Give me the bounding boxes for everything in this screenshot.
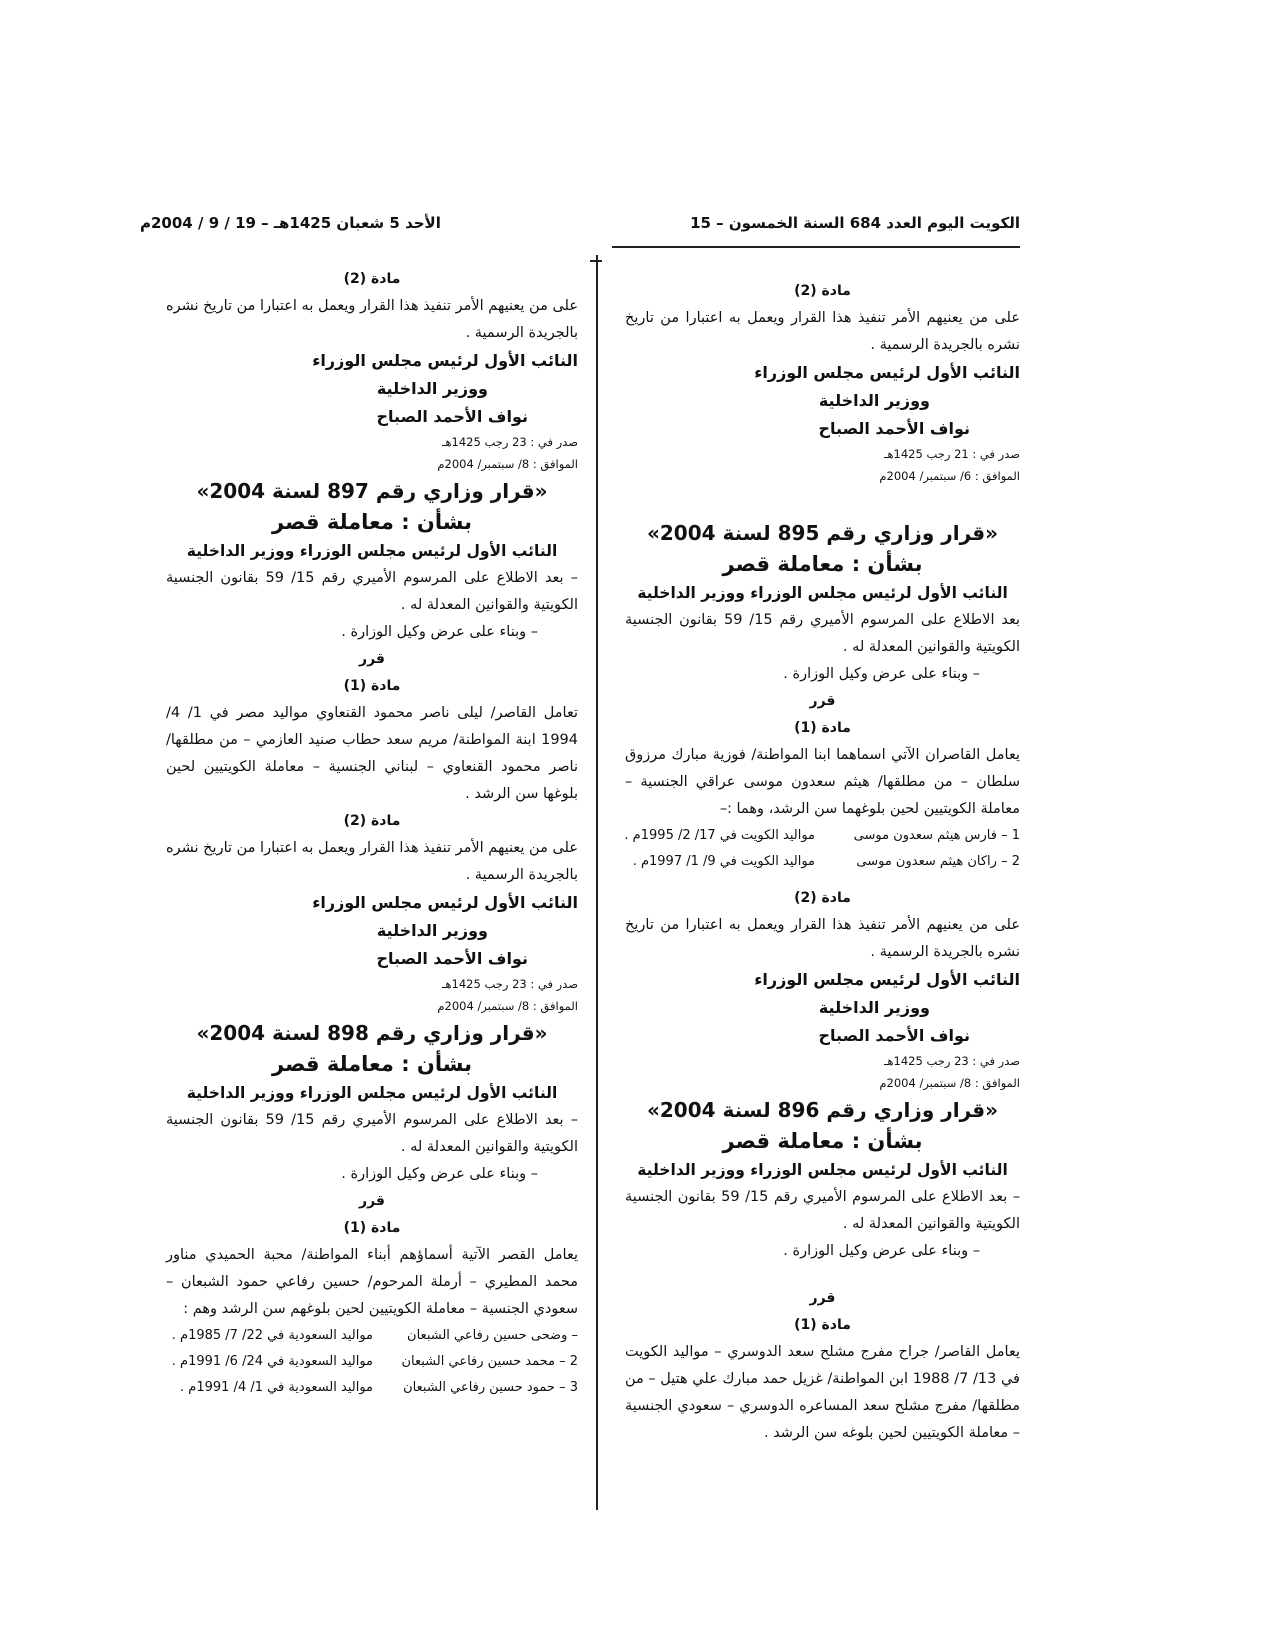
decision-subject: بشأن : معاملة قصر (722, 1129, 923, 1153)
person-entry (166, 1323, 578, 1349)
signature-line: النائب الأول لرئيس مجلس الوزراء (754, 363, 1020, 382)
person-birth: مواليد السعودية في 24/ 6/ 1991م . (171, 1354, 373, 1369)
article-title: مادة (2) (343, 813, 401, 829)
person-birth: مواليد الكويت في 9/ 1/ 1997م . (632, 854, 815, 869)
signature-line: نواف الأحمد الصباح (818, 419, 970, 438)
article-text: على من يعنيهم الأمر تنفيذ هذا القرار ويعمل به اعتبارا من تاريخ نشره بالجريدة الرسمية . (625, 917, 1020, 960)
preamble: – بعد الاطلاع على المرسوم الأميري رقم 15/ 59 بقانون الجنسية الكويتية والقوانين المعدلة له . (625, 1189, 1020, 1232)
issued-date: صدر في : 21 رجب 1425هـ (884, 447, 1020, 461)
person-birth: مواليد الكويت في 17/ 2/ 1995م . (624, 828, 815, 843)
decided-heading: قرر (809, 1290, 836, 1306)
issued-date: صدر في : 23 رجب 1425هـ (442, 977, 578, 991)
article-title: مادة (2) (794, 283, 851, 299)
preamble: بعد الاطلاع على المرسوم الأميري رقم 15/ 59 بقانون الجنسية الكويتية والقوانين المعدلة له . (625, 612, 1020, 655)
preamble: – وبناء على عرض وكيل الوزارة . (341, 1166, 538, 1182)
person-name: 3 – حمود حسين رفاعي الشبعان (403, 1380, 578, 1395)
signature-block (625, 359, 1020, 443)
decision-title: «قرار وزاري رقم 895 لسنة 2004» (646, 521, 999, 545)
decision-subject: بشأن : معاملة قصر (272, 510, 472, 534)
person-entry (625, 823, 1020, 849)
signature-line: النائب الأول لرئيس مجلس الوزراء (312, 351, 578, 370)
person-birth: مواليد السعودية في 22/ 7/ 1985م . (171, 1328, 373, 1343)
corresponding-date: الموافق : 8/ سبتمبر/ 2004م (437, 999, 578, 1013)
header-date: الأحد 5 شعبان 1425هـ – 19 / 9 / 2004م (140, 214, 441, 232)
signature-line: النائب الأول لرئيس مجلس الوزراء (312, 893, 578, 912)
signature-block (625, 966, 1020, 1050)
person-entry (166, 1375, 578, 1401)
article-text: على من يعنيهم الأمر تنفيذ هذا القرار ويعمل به اعتبارا من تاريخ نشره بالجريدة الرسمية . (166, 298, 578, 341)
preamble: – وبناء على عرض وكيل الوزارة . (341, 624, 538, 640)
preamble: – بعد الاطلاع على المرسوم الأميري رقم 15/ 59 بقانون الجنسية الكويتية والقوانين المعدلة له . (166, 570, 578, 613)
decision-title: «قرار وزاري رقم 898 لسنة 2004» (196, 1021, 548, 1045)
signature-line: نواف الأحمد الصباح (376, 407, 528, 426)
preamble: – وبناء على عرض وكيل الوزارة . (783, 1243, 980, 1259)
decision-title: «قرار وزاري رقم 896 لسنة 2004» (646, 1098, 999, 1122)
signature-line: نواف الأحمد الصباح (818, 1026, 970, 1045)
article-title: مادة (1) (794, 720, 851, 736)
decision-subject: بشأن : معاملة قصر (272, 1052, 472, 1076)
signature-line: ووزير الداخلية (818, 391, 930, 410)
column-divider-tick (590, 260, 602, 262)
decided-heading: قرر (359, 651, 385, 667)
preamble: – بعد الاطلاع على المرسوم الأميري رقم 15/ 59 بقانون الجنسية الكويتية والقوانين المعدلة له . (166, 1112, 578, 1155)
article-text: يعامل القاصر/ جراح مفرج مشلح سعد الدوسري – مواليد الكويت في 13/ 7/ 1988 ابن المواطنة/ غزيل حمد مبارك علي هتيل – من مطلقها/ مفرج مشلح سعد المساعره الدوسري – سعودي الجنسية – معاملة الكويتيين لحين بلوغه سن الرشد . (625, 1344, 1020, 1441)
article-title: مادة (2) (794, 890, 851, 906)
article-text: على من يعنيهم الأمر تنفيذ هذا القرار ويعمل به اعتبارا من تاريخ نشره بالجريدة الرسمية . (166, 840, 578, 883)
corresponding-date: الموافق : 6/ سبتمبر/ 2004م (879, 469, 1020, 483)
person-entry (166, 1349, 578, 1375)
article-title: مادة (1) (794, 1317, 851, 1333)
left-column (166, 266, 578, 1401)
decision-title: «قرار وزاري رقم 897 لسنة 2004» (196, 479, 548, 503)
signature-line: ووزير الداخلية (818, 998, 930, 1017)
signature-line: ووزير الداخلية (376, 921, 488, 940)
right-column (625, 278, 1020, 1447)
article-text: يعامل القصر الآتية أسماؤهم أبناء المواطنة/ محبة الحميدي مناور محمد المطيري – أرملة المرحوم/ حسين رفاعي حمود الشبعان – سعودي الجنسية – معاملة الكويتيين لحين بلوغهم سن الرشد وهم : (166, 1247, 578, 1317)
decision-issuer: النائب الأول لرئيس مجلس الوزراء ووزير الداخلية (186, 542, 558, 560)
corresponding-date: الموافق : 8/ سبتمبر/ 2004م (437, 457, 578, 471)
person-name: 1 – فارس هيثم سعدون موسى (853, 828, 1020, 843)
decision-issuer: النائب الأول لرئيس مجلس الوزراء ووزير الداخلية (637, 1161, 1008, 1179)
person-name: 2 – راكان هيثم سعدون موسى (856, 854, 1020, 869)
column-divider (596, 255, 598, 1510)
decision-issuer: النائب الأول لرئيس مجلس الوزراء ووزير الداخلية (637, 584, 1008, 602)
article-title: مادة (1) (343, 1220, 401, 1236)
article-text: على من يعنيهم الأمر تنفيذ هذا القرار ويعمل به اعتبارا من تاريخ نشره بالجريدة الرسمية . (625, 310, 1020, 353)
signature-line: نواف الأحمد الصباح (376, 949, 528, 968)
article-text: تعامل القاصر/ ليلى ناصر محمود القنعاوي مواليد مصر في 1/ 4/ 1994 ابنة المواطنة/ مريم سعد حطاب صنيد العازمي – من مطلقها/ ناصر محمود القنعاوي – لبناني الجنسية – معاملة الكويتيين لحين بلوغها سن الرشد . (166, 705, 579, 802)
issued-date: صدر في : 23 رجب 1425هـ (884, 1054, 1020, 1068)
decided-heading: قرر (809, 693, 836, 709)
signature-line: النائب الأول لرئيس مجلس الوزراء (754, 970, 1020, 989)
decided-heading: قرر (359, 1193, 385, 1209)
person-birth: مواليد السعودية في 1/ 4/ 1991م . (180, 1380, 373, 1395)
preamble: – وبناء على عرض وكيل الوزارة . (783, 666, 980, 682)
person-name: – وضحى حسين رفاعي الشبعان (407, 1328, 578, 1343)
signature-block (166, 347, 578, 431)
decision-issuer: النائب الأول لرئيس مجلس الوزراء ووزير الداخلية (186, 1084, 558, 1102)
signature-line: ووزير الداخلية (376, 379, 488, 398)
person-name: 2 – محمد حسين رفاعي الشبعان (401, 1354, 578, 1369)
header-rule (612, 246, 1020, 248)
article-title: مادة (2) (343, 271, 401, 287)
issued-date: صدر في : 23 رجب 1425هـ (442, 435, 578, 449)
article-text: يعامل القاصران الآتي اسماهما ابنا المواطنة/ فوزية مبارك مرزوق سلطان – من مطلقها/ هيثم سعدون موسى عراقي الجنسية – معاملة الكويتيين لحين بلوغهما سن الرشد، وهما :– (625, 747, 1020, 817)
page-header (140, 208, 1020, 248)
person-entry (625, 849, 1020, 875)
corresponding-date: الموافق : 8/ سبتمبر/ 2004م (879, 1076, 1020, 1090)
article-title: مادة (1) (343, 678, 401, 694)
signature-block (166, 889, 578, 973)
header-issue-info: الكويت اليوم العدد 684 السنة الخمسون – 15 (690, 214, 1020, 232)
decision-subject: بشأن : معاملة قصر (722, 552, 923, 576)
